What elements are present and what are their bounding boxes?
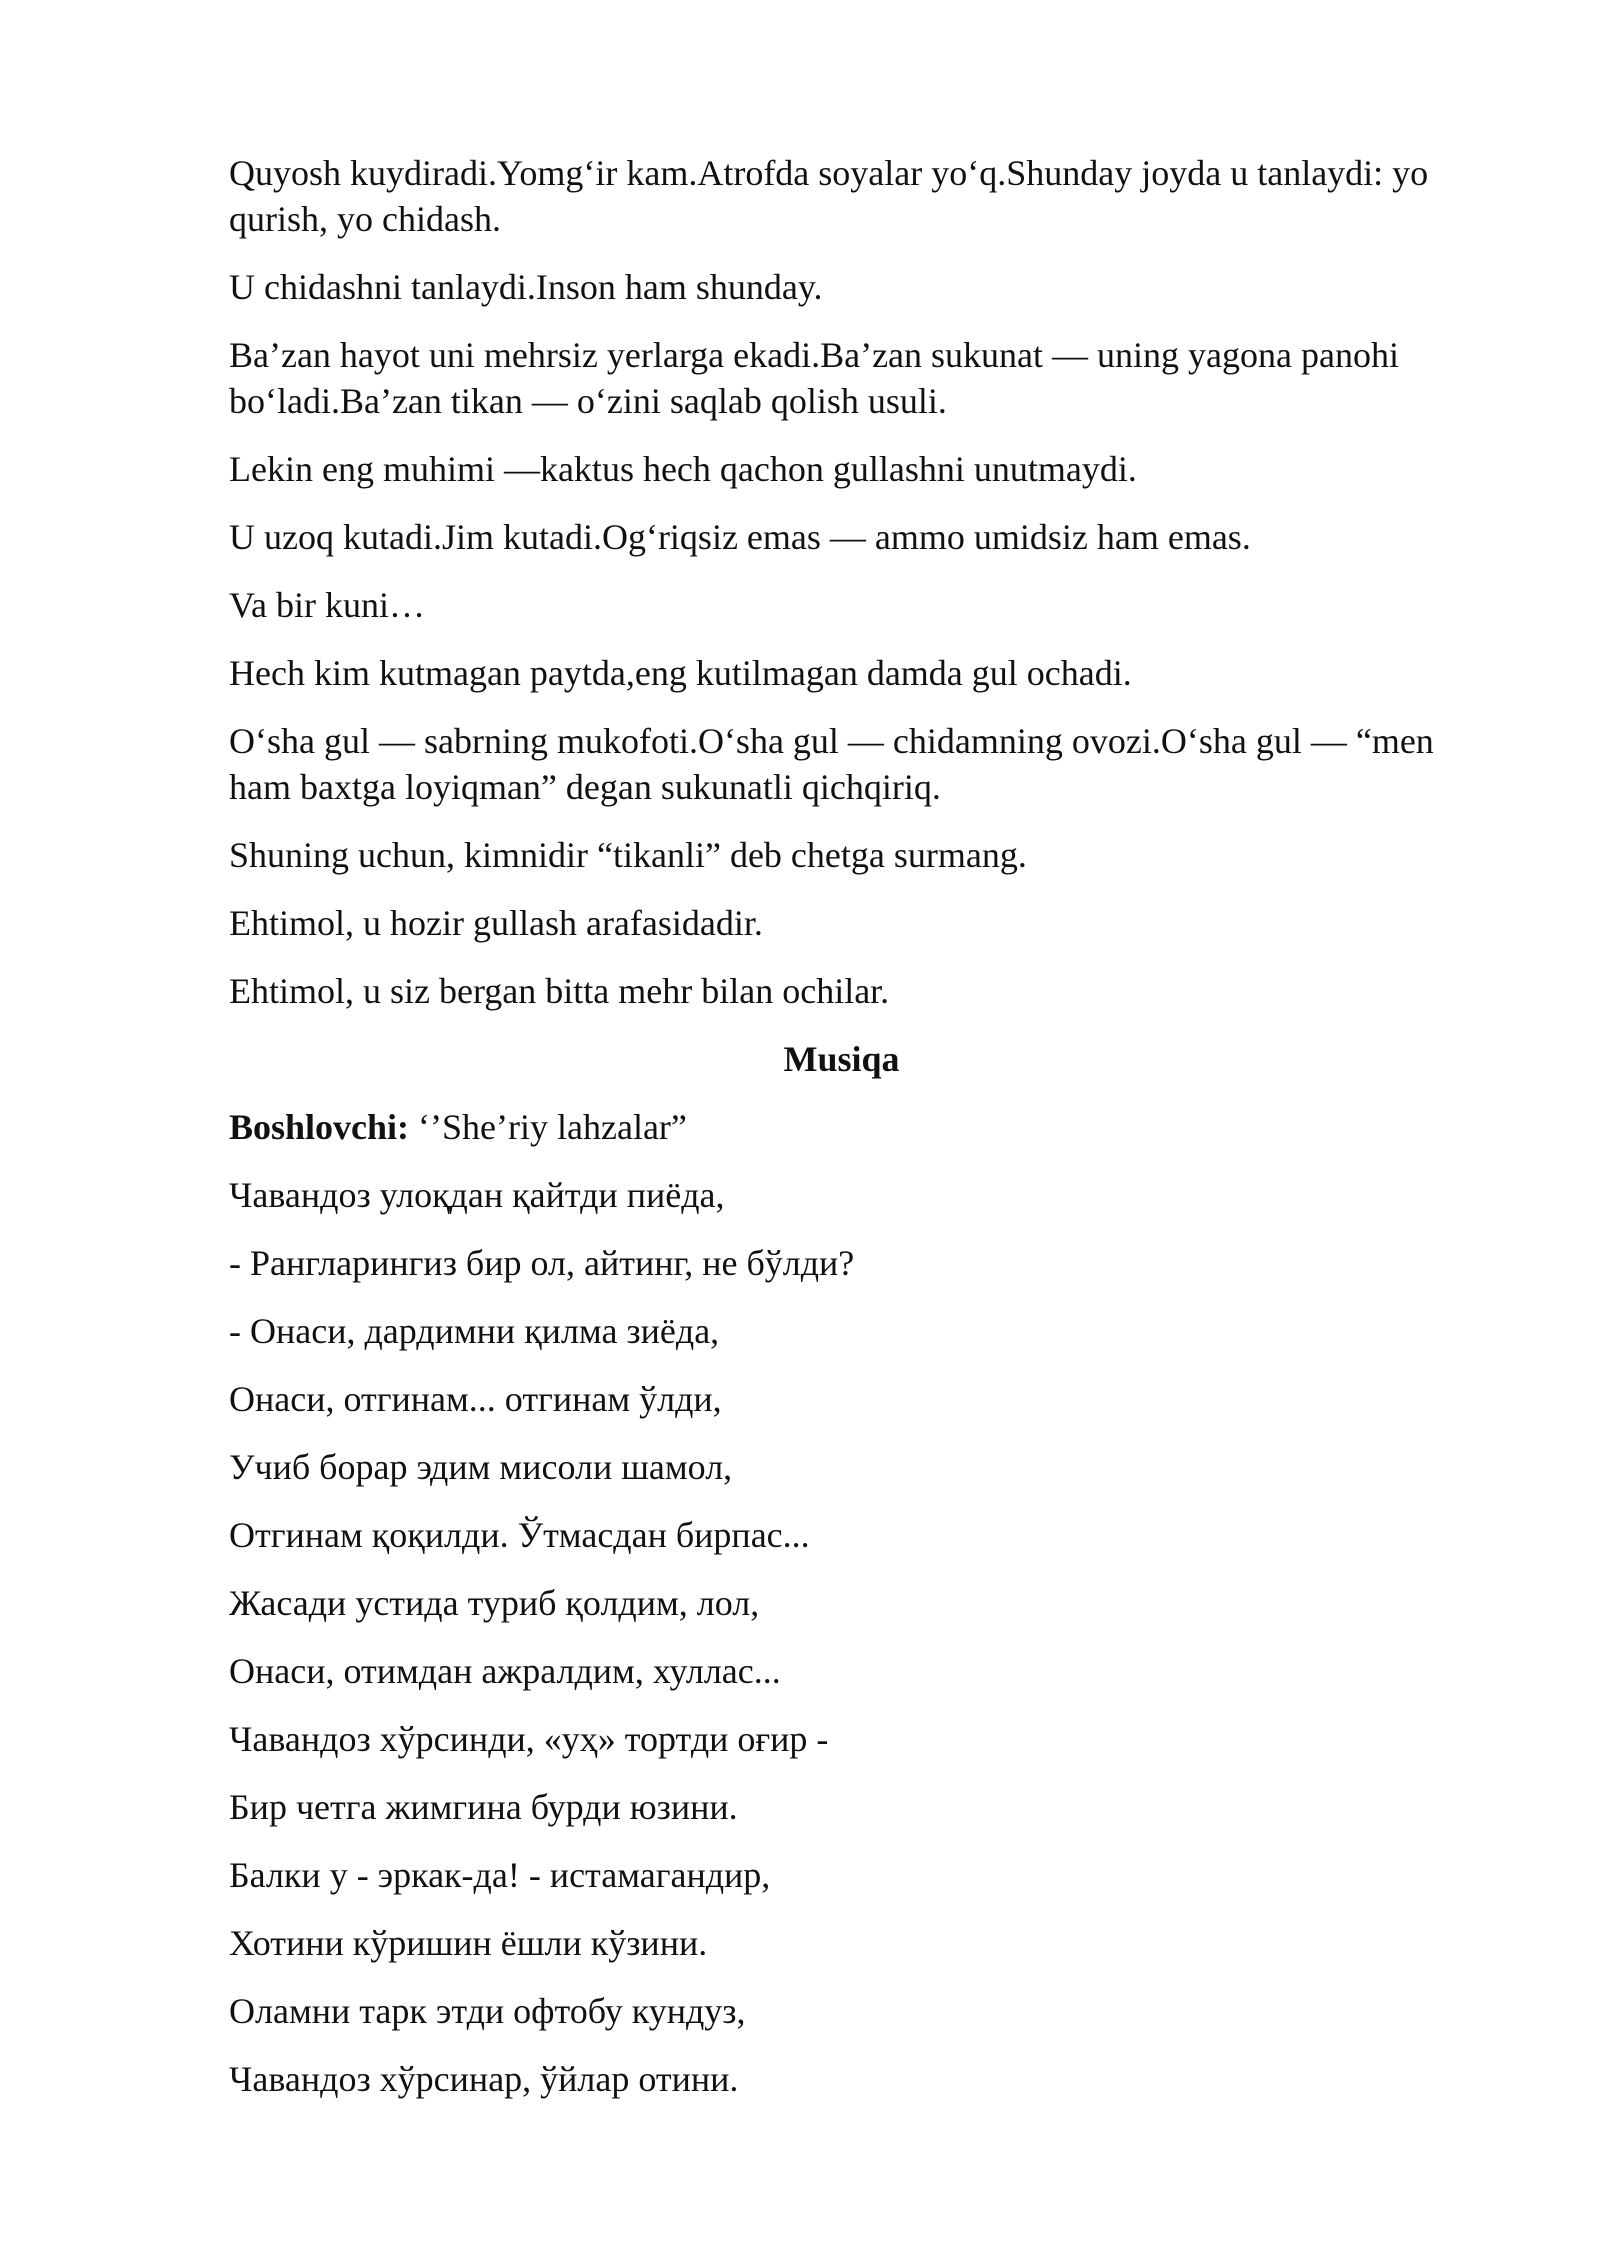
- poem-line: Бир четга жимгина бурди юзини.: [229, 1787, 738, 1827]
- poem-line: Хотини кўришин ёшли кўзини.: [229, 1923, 708, 1963]
- paragraph: Va bir kuni…: [229, 585, 425, 625]
- poem-line: Чавандоз хўрсинди, «уҳ» тортди оғир -: [229, 1719, 829, 1759]
- speaker-line: [229, 1104, 1454, 1150]
- paragraph: U uzoq kutadi.Jim kutadi.Og‘riqsiz emas — ammo umidsiz ham emas.: [229, 517, 1251, 557]
- paragraph: Lekin eng muhimi —kaktus hech qachon gullashni unutmaydi.: [229, 449, 1137, 489]
- poem-line: Жасади устида туриб қолдим, лол,: [229, 1583, 760, 1623]
- document-page: [229, 150, 1454, 2124]
- speaker-label: Boshlovchi:: [229, 1107, 410, 1147]
- paragraph: Ehtimol, u hozir gullash arafasidadir.: [229, 903, 763, 943]
- poem-line: Оламни тарк этди офтобу кундуз,: [229, 1991, 746, 2031]
- poem-line: - Рангларингиз бир ол, айтинг, не бўлди?: [229, 1243, 855, 1283]
- speaker-text: ‘’She’riy lahzalar”: [409, 1107, 687, 1147]
- poem-line: Онаси, отимдан ажралдим, хуллас...: [229, 1651, 781, 1691]
- paragraph: Hech kim kutmagan paytda,eng kutilmagan damda gul ochadi.: [229, 653, 1132, 693]
- paragraph: Ehtimol, u siz bergan bitta mehr bilan ochilar.: [229, 971, 890, 1011]
- section-heading: Musiqa: [783, 1039, 900, 1079]
- poem-line: Балки у - эркак-да! - истамагандир,: [229, 1855, 771, 1895]
- poem-line: Чавандоз улоқдан қайтди пиёда,: [229, 1175, 725, 1215]
- poem-line: Отгинам қоқилди. Ўтмасдан бирпас...: [229, 1515, 810, 1555]
- paragraph: Quyosh kuydiradi.Yomg‘ir kam.Atrofda soyalar yo‘q.Shunday joyda u tanlaydi: yo qurish, yo chidash.: [229, 153, 1429, 239]
- poem-line: - Онаси, дардимни қилма зиёда,: [229, 1311, 720, 1351]
- paragraph: U chidashni tanlaydi.Inson ham shunday.: [229, 267, 823, 307]
- paragraph: Ba’zan hayot uni mehrsiz yerlarga ekadi.Ba’zan sukunat — uning yagona panohi bo‘ladi.Ba’zan tikan — o‘zini saqlab qolish usuli.: [229, 335, 1399, 421]
- poem-line: Онаси, отгинам... отгинам ўлди,: [229, 1379, 722, 1419]
- paragraph: Shuning uchun, kimnidir “tikanli” deb chetga surmang.: [229, 835, 1027, 875]
- paragraph: O‘sha gul — sabrning mukofoti.O‘sha gul — chidamning ovozi.O‘sha gul — “men ham baxtga loyiqman” degan sukunatli qichqiriq.: [229, 721, 1434, 807]
- poem-line: Чавандоз хўрсинар, ўйлар отини.: [229, 2059, 739, 2099]
- poem-line: Учиб борар эдим мисоли шамол,: [229, 1447, 733, 1487]
